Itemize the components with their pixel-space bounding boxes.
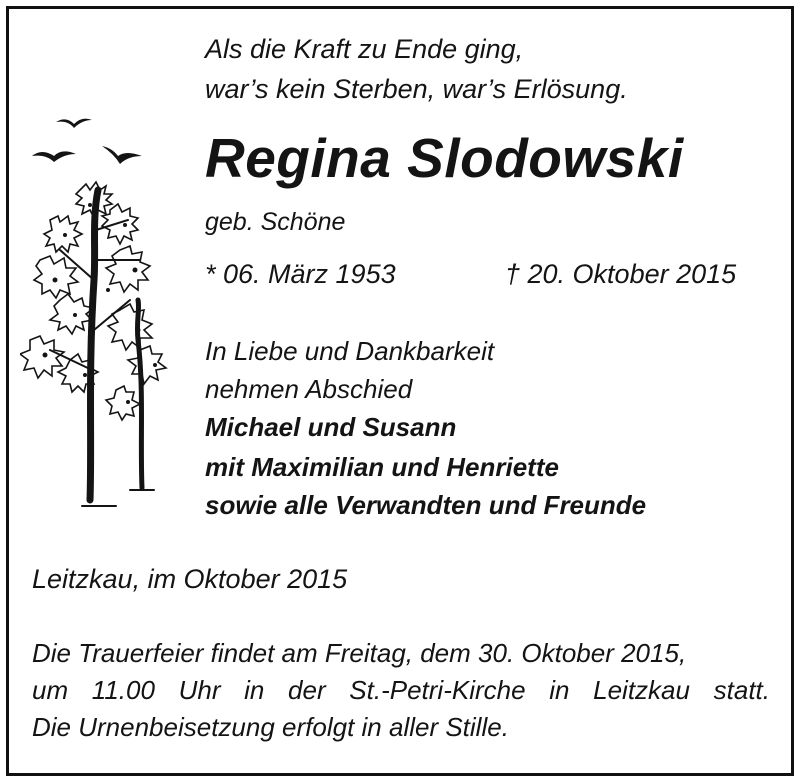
motto-line-2: war’s kein Sterben, war’s Erlösung.	[205, 74, 628, 104]
place-date: Leitzkau, im Oktober 2015	[32, 564, 348, 594]
motto-line-1: Als die Kraft zu Ende ging,	[205, 34, 524, 64]
trees-and-birds-icon	[20, 110, 190, 520]
birth-date: * 06. März 1953	[205, 259, 396, 289]
mourners-line-1: In Liebe und Dankbarkeit	[205, 336, 495, 366]
deceased-name: Regina Slodowski	[205, 127, 684, 189]
service-line-1: Die Trauerfeier findet am Freitag, dem 30. Oktober 2015,	[32, 638, 687, 668]
mourners-line-2: nehmen Abschied	[205, 374, 413, 404]
service-line-3: Die Urnenbeisetzung erfolgt in aller Stille.	[32, 712, 509, 742]
tree-trunks	[50, 190, 154, 506]
death-date: † 20. Oktober 2015	[505, 259, 737, 289]
birds-icon	[32, 119, 142, 164]
birth-name: geb. Schöne	[205, 208, 346, 236]
family-line-1: Michael und Susann	[205, 412, 457, 442]
family-line-3: sowie alle Verwandten und Freunde	[205, 490, 647, 520]
service-line-2: um 11.00 Uhr in der St.-Petri-Kirche in Leitzkau statt.	[32, 675, 770, 705]
family-line-2: mit Maximilian und Henriette	[205, 452, 559, 482]
